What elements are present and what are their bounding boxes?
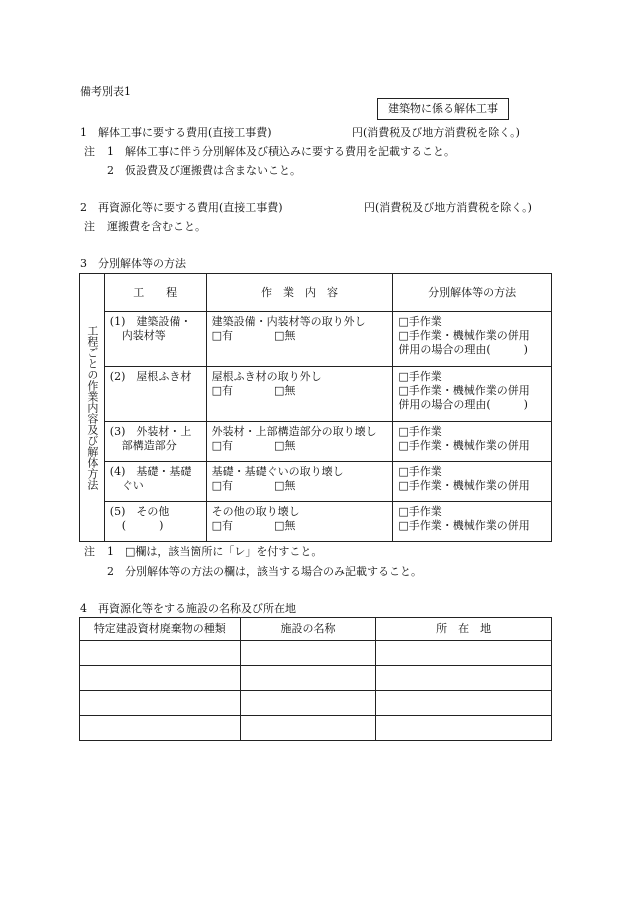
manual-work-checkbox[interactable]: □手作業 <box>398 425 442 438</box>
location-input[interactable] <box>376 666 552 691</box>
method-cell <box>393 367 552 422</box>
work-label: 基礎・基礎ぐいの取り壊し <box>211 465 344 478</box>
table-row <box>80 641 552 666</box>
manual-machine-checkbox[interactable]: □手作業・機械作業の併用 <box>398 328 530 342</box>
header-work: 作 業 内 容 <box>206 274 393 312</box>
method-cell <box>393 312 552 367</box>
work-label: 屋根ふき材の取り外し <box>211 370 322 383</box>
has-checkbox[interactable]: □有 <box>211 328 233 342</box>
has-checkbox[interactable]: □有 <box>211 383 233 397</box>
facility-name-input[interactable] <box>240 691 376 716</box>
header-location: 所 在 地 <box>376 618 552 641</box>
section1-note-1: 1 解体工事に伴う分別解体及び積込みに要する費用を記載すること。 <box>107 145 455 158</box>
recycling-facility-table <box>79 617 552 741</box>
location-input[interactable] <box>376 716 552 741</box>
work-cell <box>206 462 393 502</box>
none-checkbox[interactable]: □無 <box>273 478 296 492</box>
table-row <box>80 312 552 367</box>
method-cell <box>393 502 552 542</box>
process-label: (1) 建築設備・ <box>109 315 192 328</box>
table-row <box>80 367 552 422</box>
section1-note-prefix: 注 <box>84 145 95 158</box>
process-cell <box>104 367 206 422</box>
section1-note-2: 2 仮設費及び運搬費は含まないこと。 <box>107 164 301 177</box>
table-row <box>80 422 552 462</box>
section4-heading: 4 再資源化等をする施設の名称及び所在地 <box>80 602 296 615</box>
category-box: 建築物に係る解体工事 <box>377 98 509 120</box>
work-cell <box>206 422 393 462</box>
section2-heading: 2 再資源化等に要する費用(直接工事費) <box>80 201 283 214</box>
header-process: 工 程 <box>104 274 206 312</box>
work-cell <box>206 502 393 542</box>
work-cell <box>206 367 393 422</box>
waste-type-input[interactable] <box>80 691 241 716</box>
table-row <box>80 462 552 502</box>
location-input[interactable] <box>376 691 552 716</box>
section3-note-2: 2 分別解体等の方法の欄は，該当する場合のみ記載すること。 <box>107 565 422 578</box>
facility-name-input[interactable] <box>240 666 376 691</box>
process-label: (2) 屋根ふき材 <box>109 370 192 383</box>
dismantling-method-table <box>79 273 552 542</box>
process-other-field[interactable]: ( ) <box>121 518 164 532</box>
none-checkbox[interactable]: □無 <box>273 518 296 532</box>
work-cell <box>206 312 393 367</box>
method-cell <box>393 462 552 502</box>
process-cell <box>104 422 206 462</box>
manual-work-checkbox[interactable]: □手作業 <box>398 505 442 518</box>
manual-machine-checkbox[interactable]: □手作業・機械作業の併用 <box>398 518 530 532</box>
waste-type-input[interactable] <box>80 666 241 691</box>
header-facility-name: 施設の名称 <box>240 618 376 641</box>
manual-machine-checkbox[interactable]: □手作業・機械作業の併用 <box>398 478 530 492</box>
side-label: 工程ごとの作業内容及び解体方法 <box>85 325 99 490</box>
manual-work-checkbox[interactable]: □手作業 <box>398 370 442 383</box>
process-label-cont: 内装材等 <box>121 328 166 342</box>
has-checkbox[interactable]: □有 <box>211 438 233 452</box>
work-label: 建築設備・内装材等の取り外し <box>211 315 366 328</box>
work-label: その他の取り壊し <box>211 505 300 518</box>
table-row <box>80 666 552 691</box>
none-checkbox[interactable]: □無 <box>273 438 296 452</box>
section2-unit-note: 円(消費税及び地方消費税を除く。) <box>364 201 532 214</box>
process-cell <box>104 462 206 502</box>
none-checkbox[interactable]: □無 <box>273 328 296 342</box>
process-cell <box>104 312 206 367</box>
waste-type-input[interactable] <box>80 641 241 666</box>
has-checkbox[interactable]: □有 <box>211 478 233 492</box>
section3-note-prefix: 注 <box>84 545 95 558</box>
method-cell <box>393 422 552 462</box>
facility-name-input[interactable] <box>240 716 376 741</box>
header-method: 分別解体等の方法 <box>393 274 552 312</box>
table-row <box>80 716 552 741</box>
combined-reason-field[interactable]: 併用の場合の理由( ) <box>398 342 528 356</box>
waste-type-input[interactable] <box>80 716 241 741</box>
manual-machine-checkbox[interactable]: □手作業・機械作業の併用 <box>398 438 530 452</box>
form-label: 備考別表1 <box>80 85 131 98</box>
section3-heading: 3 分別解体等の方法 <box>80 257 186 270</box>
section2-note-prefix: 注 <box>84 220 95 233</box>
section3-note-1: 1 □欄は，該当箇所に「レ」を付すこと。 <box>107 545 323 558</box>
process-label: (4) 基礎・基礎 <box>109 465 192 478</box>
manual-work-checkbox[interactable]: □手作業 <box>398 315 442 328</box>
side-label-cell <box>80 274 105 542</box>
header-waste-type: 特定建設資材廃棄物の種類 <box>80 618 241 641</box>
process-label: (3) 外装材・上 <box>109 425 192 438</box>
section1-unit-note: 円(消費税及び地方消費税を除く。) <box>352 126 520 139</box>
process-label-cont: ぐい <box>121 478 144 492</box>
section1-heading: 1 解体工事に要する費用(直接工事費) <box>80 126 272 139</box>
manual-work-checkbox[interactable]: □手作業 <box>398 465 442 478</box>
work-label: 外装材・上部構造部分の取り壊し <box>211 425 377 438</box>
none-checkbox[interactable]: □無 <box>273 383 296 397</box>
table-row <box>80 502 552 542</box>
manual-machine-checkbox[interactable]: □手作業・機械作業の併用 <box>398 383 530 397</box>
section2-note: 運搬費を含むこと。 <box>107 220 206 233</box>
combined-reason-field[interactable]: 併用の場合の理由( ) <box>398 397 528 411</box>
location-input[interactable] <box>376 641 552 666</box>
table-row <box>80 691 552 716</box>
process-label-cont: 部構造部分 <box>121 438 177 452</box>
process-cell <box>104 502 206 542</box>
facility-name-input[interactable] <box>240 641 376 666</box>
process-label: (5) その他 <box>109 505 170 518</box>
has-checkbox[interactable]: □有 <box>211 518 233 532</box>
